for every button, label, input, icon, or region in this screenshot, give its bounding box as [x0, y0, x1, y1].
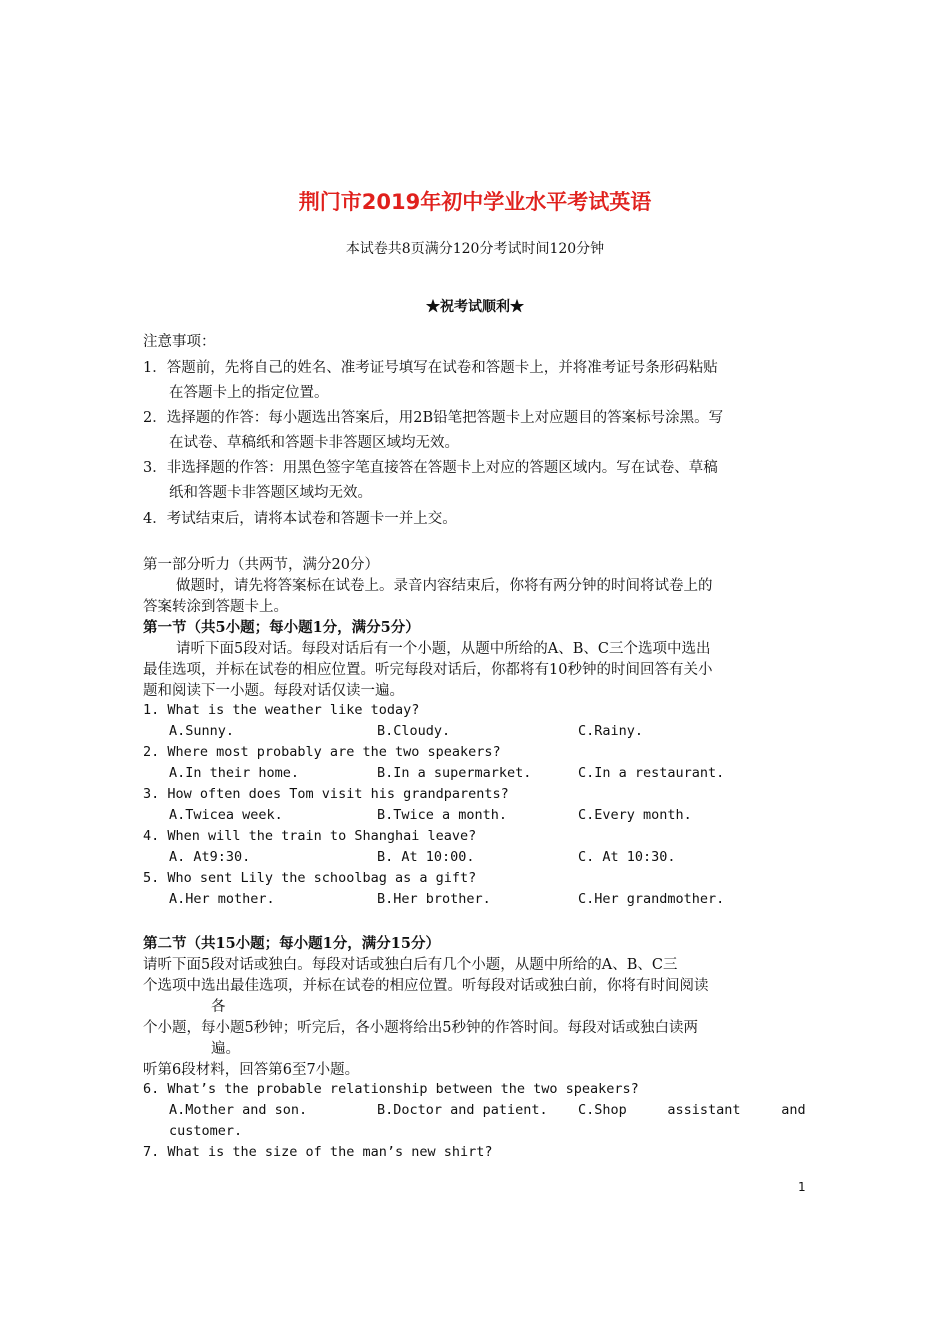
part1-intro: 答案转涂到答题卡上。	[143, 599, 288, 615]
section1-intro: 最佳选项，并标在试卷的相应位置。听完每段对话后，你都将有10秒钟的时间回答有关小	[143, 662, 713, 678]
option-a: A.Mother and son.	[169, 1102, 308, 1118]
option-c: C.Shop assistant and	[578, 1102, 806, 1118]
page-title: 荆门市2019年初中学业水平考试英语	[298, 190, 652, 214]
question-4: 4. When will the train to Shanghai leave?	[143, 828, 477, 844]
section2-intro: 个选项中选出最佳选项，并标在试卷的相应位置。听每段对话或独白前，你将有时间阅读	[143, 978, 709, 994]
notice-item: 3．非选择题的作答：用黑色签字笔直接答在答题卡上对应的答题区域内。写在试卷、草稿	[143, 460, 718, 476]
question-5: 5. Who sent Lily the schoolbag as a gift?	[143, 870, 477, 886]
notice-item: 4．考试结束后，请将本试卷和答题卡一并上交。	[143, 511, 457, 527]
material-instruction: 听第6段材料，回答第6至7小题。	[143, 1062, 360, 1078]
section2-intro: 各	[211, 999, 226, 1015]
question-2: 2. Where most probably are the two speakers?	[143, 744, 501, 760]
question-6: 6. What’s the probable relationship between the two speakers?	[143, 1081, 639, 1097]
notice-heading: 注意事项：	[143, 334, 216, 350]
option-b: B.Doctor and patient.	[377, 1102, 548, 1118]
part1-heading: 第一部分听力（共两节，满分20分）	[143, 557, 379, 573]
section2-intro: 个小题，每小题5秒钟；听完后，各小题将给出5秒钟的作答时间。每段对话或独白读两	[143, 1020, 698, 1036]
section1-heading: 第一节（共5小题；每小题1分，满分5分）	[143, 619, 420, 636]
question-7: 7. What is the size of the man’s new shirt?	[143, 1144, 493, 1160]
option-c: C.Her grandmother.	[578, 891, 725, 907]
notice-item: 纸和答题卡非答题区域均无效。	[169, 485, 372, 501]
exam-info: 本试卷共8页满分120分考试时间120分钟	[345, 241, 605, 257]
section2-heading: 第二节（共15小题；每小题1分，满分15分）	[143, 935, 440, 952]
option-c: C. At 10:30.	[578, 849, 676, 865]
part1-intro: 做题时，请先将答案标在试卷上。录音内容结束后，你将有两分钟的时间将试卷上的	[176, 578, 713, 594]
option-a: A.Twicea week.	[169, 807, 283, 823]
option-c: C.Every month.	[578, 807, 692, 823]
notice-item: 2．选择题的作答：每小题选出答案后，用2B铅笔把答题卡上对应题目的答案标号涂黑。写	[143, 410, 724, 426]
option-b: B.Her brother.	[377, 891, 491, 907]
option-a: A.Her mother.	[169, 891, 275, 907]
question-1: 1. What is the weather like today?	[143, 702, 420, 718]
option-a: A. At9:30.	[169, 849, 251, 865]
option-b: B.In a supermarket.	[377, 765, 532, 781]
page-number: 1	[798, 1180, 806, 1194]
section2-intro: 请听下面5段对话或独白。每段对话或独白后有几个小题，从题中所给的A、B、C三	[143, 957, 678, 973]
option-b: B. At 10:00.	[377, 849, 475, 865]
notice-item: 在答题卡上的指定位置。	[169, 385, 329, 401]
question-3: 3. How often does Tom visit his grandparents?	[143, 786, 509, 802]
notice-item: 1．答题前，先将自己的姓名、准考证号填写在试卷和答题卡上，并将准考证号条形码粘贴	[143, 360, 718, 376]
section1-intro: 请听下面5段对话。每段对话后有一个小题，从题中所给的A、B、C三个选项中选出	[176, 641, 711, 657]
option-a: A.Sunny.	[169, 723, 235, 739]
notice-item: 在试卷、草稿纸和答题卡非答题区域均无效。	[169, 435, 459, 451]
option-c-continued: customer.	[169, 1123, 243, 1139]
option-b: B.Cloudy.	[377, 723, 451, 739]
option-c: C.Rainy.	[578, 723, 644, 739]
option-a: A.In their home.	[169, 765, 300, 781]
good-luck-line: ★祝考试顺利★	[426, 299, 524, 315]
option-b: B.Twice a month.	[377, 807, 508, 823]
section1-intro: 题和阅读下一小题。每段对话仅读一遍。	[143, 683, 404, 699]
section2-intro: 遍。	[211, 1041, 240, 1057]
option-c: C.In a restaurant.	[578, 765, 725, 781]
